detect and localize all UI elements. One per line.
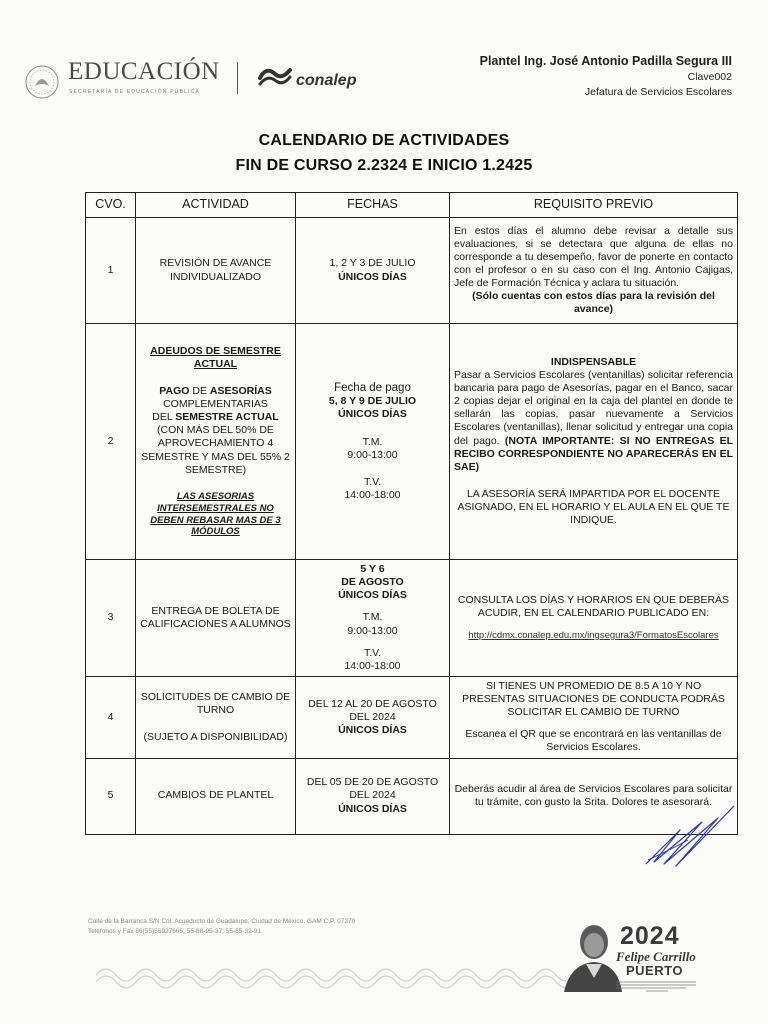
requisito-cell [450,218,738,324]
fecha-dates: DEL 05 DE 20 DE AGOSTO DEL 2024 [306,776,439,802]
letterhead [0,0,768,110]
plantel-clave: Clave002 [687,71,732,83]
turno-matutino-hours: 9:00-13:00 [347,624,398,637]
cvo-cell: 2 [86,324,136,560]
department-name: Jefatura de Servicios Escolares [584,86,732,98]
table-row [86,676,738,758]
cvo-cell: 4 [86,676,136,758]
fecha-unicos: ÚNICOS DÍAS [338,723,407,736]
actividad-cell: CAMBIOS DE PLANTEL [136,758,296,834]
felipe-carrillo-text: Felipe Carrillo [616,949,696,964]
fecha-unicos: ÚNICOS DÍAS [338,270,407,283]
fecha-dates: DEL 12 AL 20 DE AGOSTO DEL 2024 [308,697,437,723]
cambio-turno-text: SOLICITUDES DE CAMBIO DE TURNO [140,690,291,716]
fechas-cell [296,560,450,677]
cvo-cell: 3 [86,560,136,677]
turno-matutino-hours: 9:00-13:00 [347,448,398,461]
requisito-cell [450,324,738,560]
educacion-logo-text: EDUCACIÓN [68,58,220,85]
fechas-cell [296,676,450,758]
fechas-cell [296,218,450,324]
turno-vespertino-hours: 14:00-18:00 [344,659,401,672]
fechas-cell [296,758,450,834]
puerto-text: PUERTO [626,963,683,978]
document-title: CALENDARIO DE ACTIVIDADES [258,132,510,149]
cvo-cell: 1 [86,218,136,324]
fecha-dates: 5, 8 Y 9 DE JULIO [328,395,417,408]
year-2024-logo: 2024 [620,922,680,950]
conalep-logo-icon [256,64,294,88]
footer-address [88,917,355,937]
activities-table [85,192,738,835]
actividad-cell [136,324,296,560]
header-fechas: FECHAS [296,193,450,218]
sep-subtitle: SECRETARÍA DE EDUCACIÓN PÚBLICA [69,89,201,95]
requisito-note: (Sólo cuentas con estos días para la revisión del avance) [472,290,715,316]
felipe-carrillo-portrait-icon [560,918,622,992]
disponibilidad-note: (SUJETO A DISPONIBILIDAD) [143,730,288,743]
header-actividad: ACTIVIDAD [136,193,296,218]
fecha-unicos: ÚNICOS DÍAS [338,802,407,815]
footer-logo-lines-icon [616,980,696,992]
requisito-text: CONSULTA LOS DÍAS Y HORARIOS EN QUE DEBERÁS ACUDIR, EN EL CALENDARIO PUBLICADO EN: [457,593,730,619]
logo-divider [237,62,238,94]
decorative-pattern-icon [96,960,566,990]
pago-asesorias-line: PAGO DE ASESORÍAS [159,384,272,397]
fecha-dates: 1, 2 Y 3 DE JULIO [329,257,416,270]
requisito-text: En estos días el alumno debe revisar a detalle sus evaluaciones, si se detectara que alguna de ellas no corresponde a tu desempeño, favor de ponerte en contacto con el profesor o en su caso con el Ing. Antonio Cajigas, Jefe de Formación Técnica y aclara tu situación. [454,224,733,290]
actividad-cell: ENTREGA DE BOLETA DE CALIFICACIONES A ALUMNOS [136,560,296,677]
requisito-text: Deberás acudir al área de Servicios Escolares para solicitar tu trámite, con gusto la Srita. Dolores te asesorará. [454,782,733,808]
signature-icon [640,800,740,872]
cvo-cell: 5 [86,758,136,834]
requisito-text: Pasar a Servicios Escolares (ventanillas) solicitar referencia bancaria para pago de Asesorías, pagar en el Banco, sacar 2 copias dejar el original en la caja del plantel en donde te sellarán las copias, pasar nuevamente a Servicios Escolares (ventanillas), llenar solicitud y entregar una copia del pago. (NOTA IMPORTANTE: SI NO ENTREGAS EL RECIBO CORRESPONDIENTE NO APARECERÁS EN EL SAE) [454,368,733,473]
turno-matutino: T.M. [362,435,383,448]
requisito-cell [450,560,738,677]
table-row [86,324,738,560]
table-header-row [86,193,738,218]
conalep-logo-text: conalep [296,72,357,89]
formatos-escolares-link[interactable]: http://cdmx.conalep.edu.mx/ingsegura3/FormatosEscolares [468,630,719,641]
fecha-month: DE AGOSTO [341,576,404,589]
mexico-seal-icon [24,64,60,100]
fecha-unicos: ÚNICOS DÍAS [338,589,407,602]
fechas-cell [296,324,450,560]
requisito-cell [450,676,738,758]
document-subtitle: FIN DE CURSO 2.2324 E INICIO 1.2425 [235,157,533,174]
indispensable-heading: INDISPENSABLE [550,355,637,368]
table-row [86,560,738,677]
qr-note: Escanea el QR que se encontrará en las ventanillas de Servicios Escolares. [465,728,722,754]
turno-vespertino-hours: 14:00-18:00 [344,488,401,501]
header-requisito: REQUISITO PREVIO [450,193,738,218]
adeudos-heading: ADEUDOS DE SEMESTRE ACTUAL [150,344,281,370]
complementarias-text: COMPLEMENTARIAS [163,398,268,411]
semestre-actual-line: DEL SEMESTRE ACTUAL [152,411,279,424]
actividad-cell [136,676,296,758]
fecha-pago-label: Fecha de pago [334,381,411,394]
asesoria-note: LA ASESORÍA SERÁ IMPARTIDA POR EL DOCENTE ASIGNADO, EN EL HORARIO Y EL AULA EN EL QUE TE INDIQUE. [457,487,730,527]
header-cvo: CVO. [86,193,136,218]
actividad-cell: REVISIÓN DE AVANCE INDIVIDUALIZADO [136,218,296,324]
turno-matutino: T.M. [362,611,383,624]
plantel-name: Plantel Ing. José Antonio Padilla Segura III [479,54,732,68]
fecha-unicos: ÚNICOS DÍAS [338,408,407,421]
asesorias-warning: LAS ASESORIAS INTERSEMESTRALES NO DEBEN REBASAR MAS DE 3 MÓDULOS [150,490,281,538]
turno-vespertino: T.V. [363,646,382,659]
turno-vespertino: T.V. [363,475,382,488]
table-row [86,218,738,324]
address-line: Calle de la Barranca S/N Col. Acueducto de Guadalupe, Ciudad de México, GAM C.P. 07270 [88,918,356,925]
requisito-text: SI TIENES UN PROMEDIO DE 8.5 A 10 Y NO PRESENTAS SITUACIONES DE CONDUCTA PODRÁS SOLICITAR EL CAMBIO DE TURNO [462,679,725,719]
aprovechamiento-text: (CON MÁS DEL 50% DE APROVECHAMIENTO 4 SEMESTRE Y MAS DEL 55% 2 SEMESTRE) [141,424,290,476]
phones-line: Teléfonos y Fax 86(55)55927665; 55-88-95-37; 55-65-32-91 [88,927,262,935]
fecha-dates: 5 Y 6 [360,563,385,575]
